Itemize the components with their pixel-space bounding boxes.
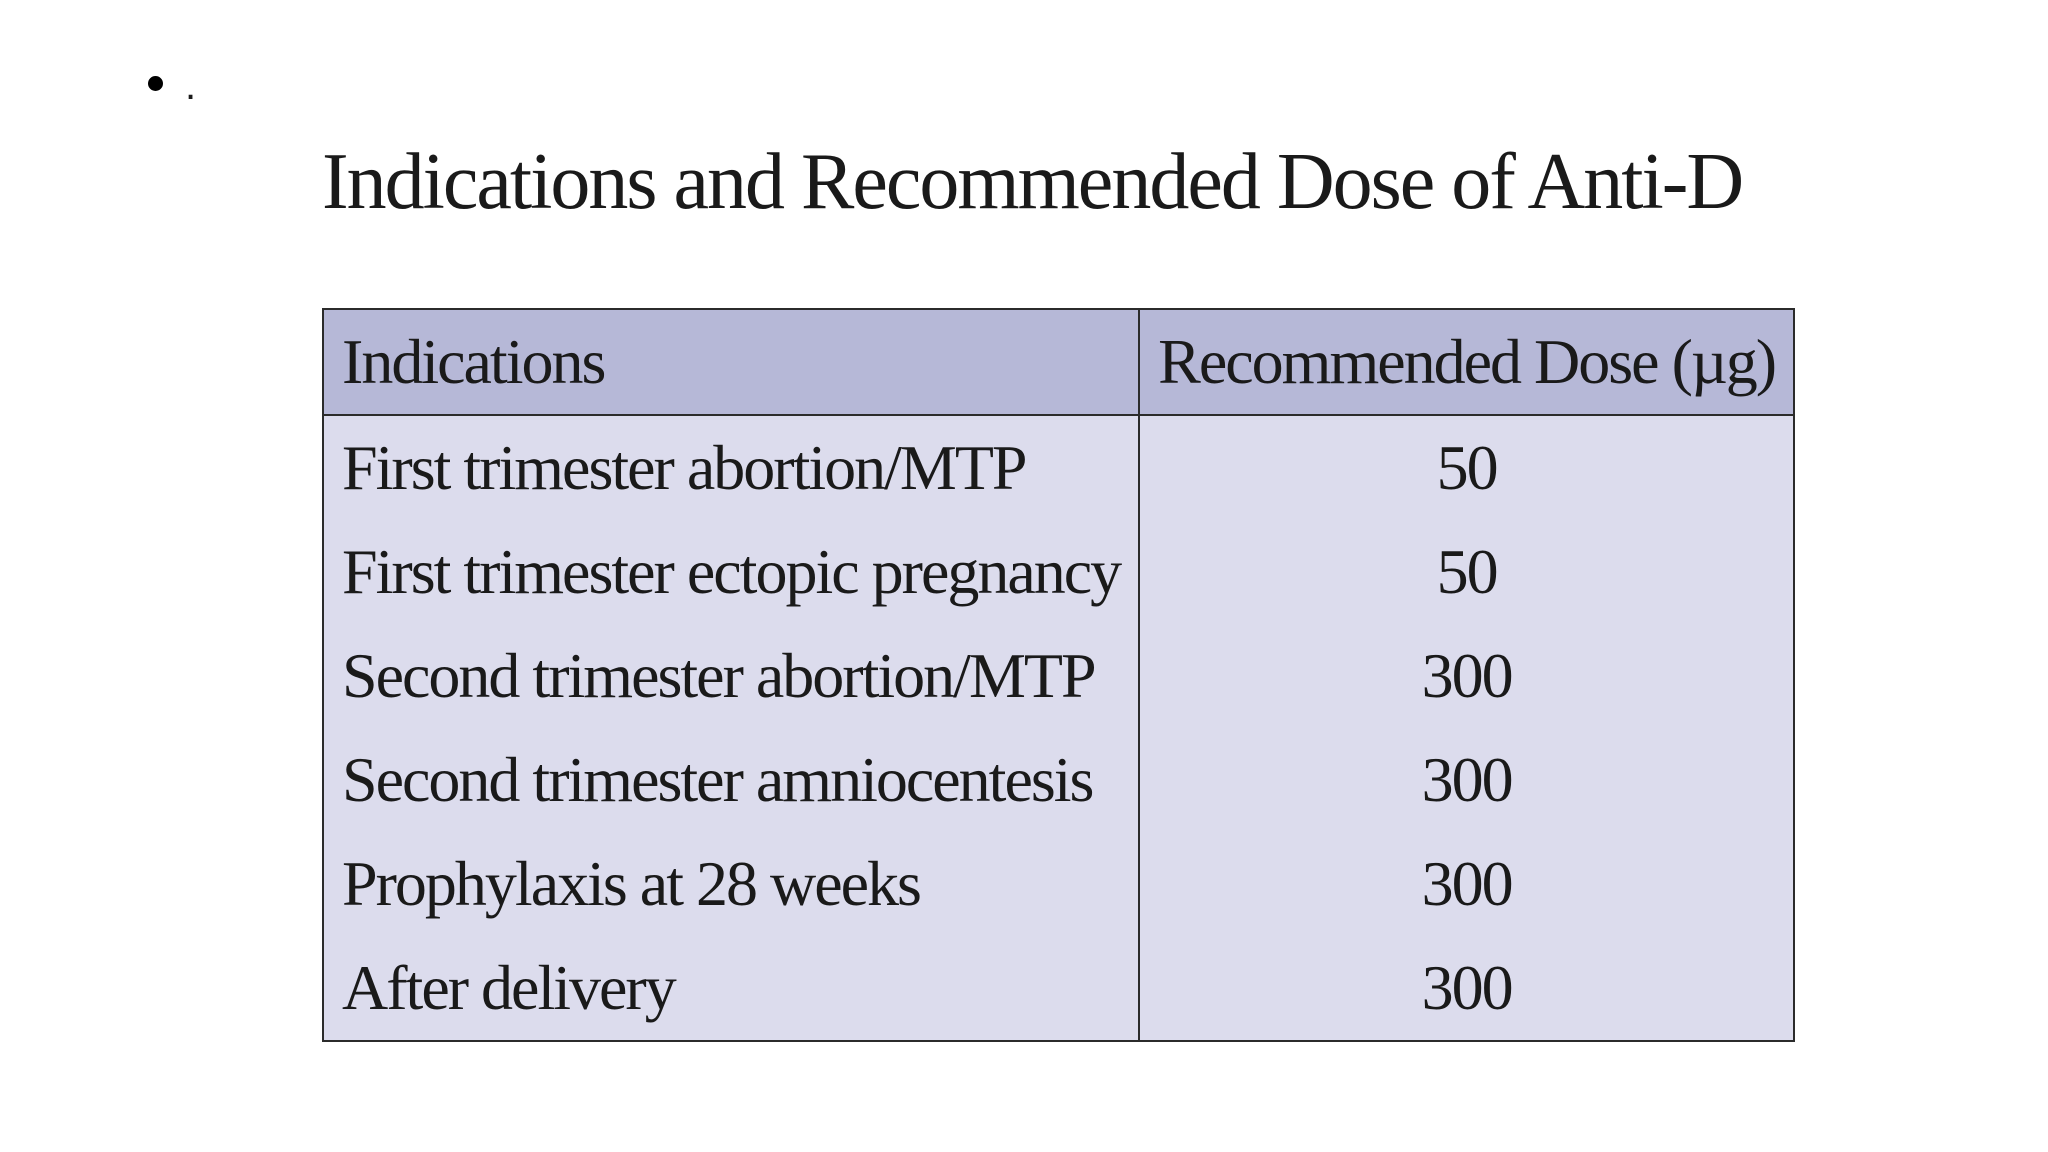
indication-cell: Second trimester abortion/MTP	[323, 624, 1139, 728]
table-row	[323, 728, 1794, 832]
table-header-row	[323, 309, 1794, 415]
table-row	[323, 936, 1794, 1041]
dose-cell: 300	[1421, 744, 1512, 815]
dose-cell: 300	[1421, 952, 1512, 1023]
indication-cell: Prophylaxis at 28 weeks	[323, 832, 1139, 936]
bullet-item	[148, 60, 196, 106]
indication-cell: First trimester ectopic pregnancy	[323, 520, 1139, 624]
table-row	[323, 624, 1794, 728]
table-title: Indications and Recommended Dose of Anti-D	[322, 138, 1743, 226]
dose-cell: 300	[1421, 848, 1512, 919]
dose-cell: 300	[1421, 640, 1512, 711]
header-recommended-dose: Recommended Dose (µg)	[1139, 309, 1794, 415]
header-indications: Indications	[323, 309, 1139, 415]
indication-cell: First trimester abortion/MTP	[323, 415, 1139, 520]
bullet-text: .	[185, 64, 197, 108]
table-row	[323, 520, 1794, 624]
table-row	[323, 832, 1794, 936]
table-row	[323, 415, 1794, 520]
bullet-dot	[148, 76, 163, 91]
indication-cell: Second trimester amniocentesis	[323, 728, 1139, 832]
dose-cell: 50	[1436, 432, 1497, 503]
dose-table	[322, 308, 1795, 1042]
indication-cell: After delivery	[323, 936, 1139, 1041]
dose-cell: 50	[1436, 536, 1497, 607]
